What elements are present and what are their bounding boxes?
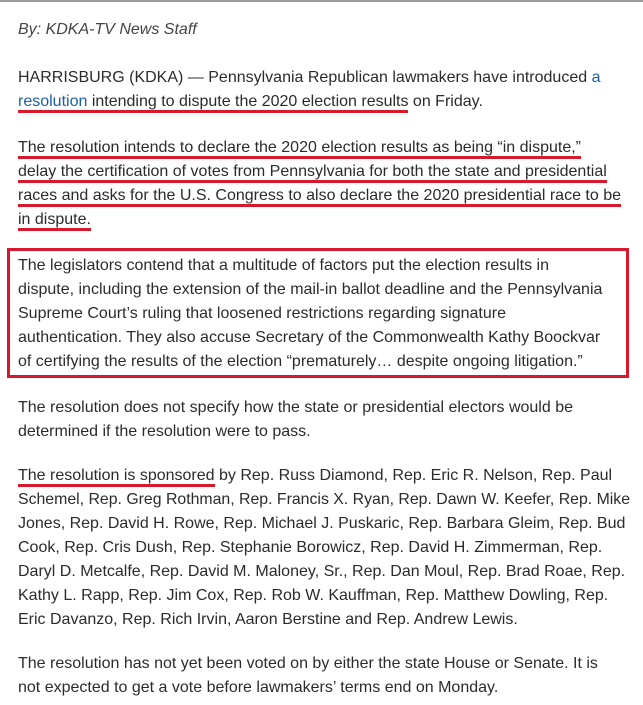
top-divider [0,0,643,2]
paragraph-intro [18,66,630,114]
intro-line-2: resolution intending to dispute the 2020 election results on Friday. [18,90,630,114]
paragraph-vote-status: The resolution has not yet been voted on by either the state House or Senate. It is not expected to get a vote before lawmakers’ terms end on Monday. [18,655,598,696]
paragraph-resolution-intent: The resolution intends to declare the 2020 election results as being “in dispute,” delay the certification of votes from Pennsylvania for both the state and presidential races and asks for the U.S. Congress to also declare the 2020 presidential race to be in dispute. [18,136,630,232]
intro-line-1: HARRISBURG (KDKA) — Pennsylvania Republican lawmakers have introduced a [18,69,601,86]
byline: By: KDKA-TV News Staff [18,21,197,38]
resolution-link[interactable]: a [591,69,601,86]
paragraph-sponsors: The resolution is sponsored by Rep. Russ Diamond, Rep. Eric R. Nelson, Rep. Paul Schemel, Rep. Greg Rothman, Rep. Francis X. Ryan, Rep. Dawn W. Keefer, Rep. Mike Jones, Rep. David H. Rowe, Rep. Michael J. Puskaric, Rep. Barbara Gleim, Rep. Bud Cook, Rep. Cris Dush, Rep. Stephanie Borowicz, Rep. David H. Zimmerman, Rep. Daryl D. Metcalfe, Rep. David M. Maloney, Sr., Rep. Dan Moul, Rep. Brad Roae, Rep. Kathy L. Rapp, Rep. Jim Cox, Rep. Rob W. Kauffman, Rep. Matthew Dowling, Rep. Eric Davanzo, Rep. Rich Irvin, Aaron Berstine and Rep. Andrew Lewis. [18,467,631,628]
paragraph-electors: The resolution does not specify how the state or presidential electors would be determined if the resolution were to pass. [18,399,573,440]
resolution-link-cont[interactable]: resolution [18,93,88,110]
paragraph-legislators-contend: The legislators contend that a multitude of factors put the election results in dispute, including the extension of the mail-in ballot deadline and the Pennsylvania Supreme Court’s ruling that loosened restrictions regarding signature authentication. They also accuse Secretary of the Commonwealth Kathy Boockvar of certifying the results of the election “prematurely… despite ongoing litigation.” [18,257,603,370]
